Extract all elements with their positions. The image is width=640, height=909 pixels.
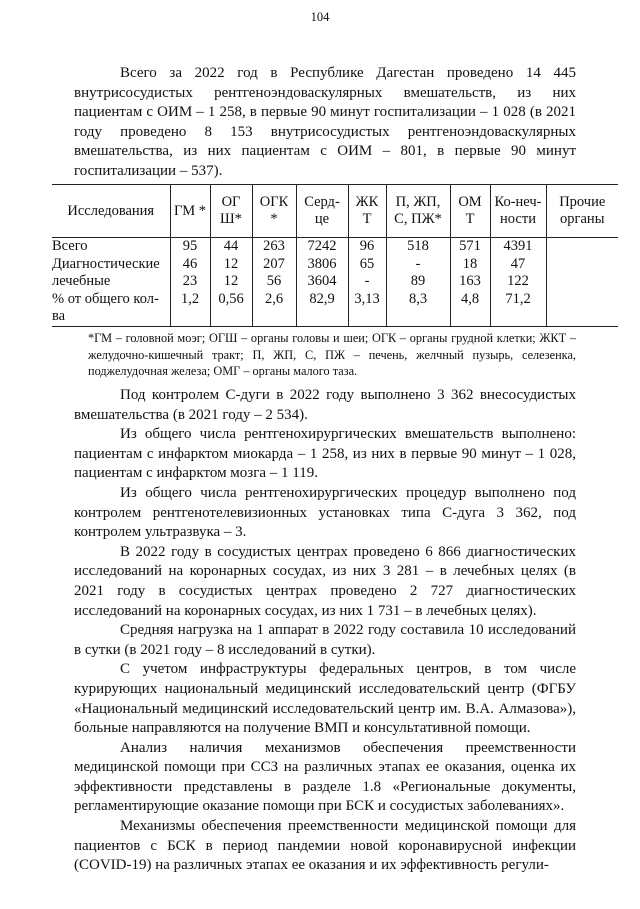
paragraph-c-arm-procedures: Из общего числа рентгенохирургических процедур выполнено под контролем рентгенотелевизионных установках типа С-дуга 3 362, под контролем ультразвука – 3. <box>74 484 576 541</box>
table-cell: 44 <box>210 238 252 256</box>
intro-paragraph-block <box>74 64 576 182</box>
body-paragraphs <box>74 386 576 876</box>
table-cell: 2,6 <box>252 291 296 327</box>
table-row <box>52 291 618 327</box>
table-row <box>52 256 618 274</box>
table-cell: 7242 <box>296 238 348 256</box>
table-cell: 4,8 <box>450 291 490 327</box>
table-row-label: Диагностические <box>52 256 170 274</box>
table-cell: 12 <box>210 273 252 291</box>
table-cell: 571 <box>450 238 490 256</box>
table-row <box>52 238 618 256</box>
table-header-cell: ЖК Т <box>348 185 386 238</box>
table-header-cell: Исследования <box>52 185 170 238</box>
table-cell: 56 <box>252 273 296 291</box>
table-cell: 12 <box>210 256 252 274</box>
interventions-table <box>52 184 618 327</box>
table-cell: 47 <box>490 256 546 274</box>
table-header-cell: ОГК * <box>252 185 296 238</box>
table-cell: - <box>386 256 450 274</box>
table-cell: 122 <box>490 273 546 291</box>
table-cell: 4391 <box>490 238 546 256</box>
table-cell: 3806 <box>296 256 348 274</box>
table-cell <box>546 238 618 256</box>
paragraph-vascular-centers: В 2022 году в сосудистых центрах проведено 6 866 диагностических исследований на коронарных сосудах, из них 3 281 – в лечебных целях (в 2021 году в сосудистых центрах проведено 2 727 диагностических исследований на коронарных сосудах, из них 1 731 – в лечебных целях). <box>74 543 576 619</box>
table-cell: 46 <box>170 256 210 274</box>
table-cell: 96 <box>348 238 386 256</box>
table-cell <box>546 256 618 274</box>
table-header-row <box>52 185 618 238</box>
table-cell: 0,56 <box>210 291 252 327</box>
table-cell: 3,13 <box>348 291 386 327</box>
paragraph-covid-mechanisms: Механизмы обеспечения преемственности медицинской помощи для пациентов с БСК в период пандемии новой коронавирусной инфекции (COVID-19) на различных этапах ее оказания и их эффективность регули- <box>74 818 576 874</box>
table-cell: 82,9 <box>296 291 348 327</box>
table-cell: 207 <box>252 256 296 274</box>
table-cell: 163 <box>450 273 490 291</box>
table-cell: 23 <box>170 273 210 291</box>
paragraph-federal-centers: С учетом инфраструктуры федеральных центров, в том числе курирующих национальный медицинский исследовательский центр (ФГБУ «Национальный медицинский исследовательский центр им. В.А. Алмазова»), больные направляются на получение ВМП и консультативной помощи. <box>74 661 576 737</box>
paragraph-continuity-analysis: Анализ наличия механизмов обеспечения преемственности медицинской помощи при ССЗ на различных этапах ее оказания, оценка их эффективности представлены в разделе 1.8 «Региональные документы, регламентирующие оказание помощи при БСК и сосудистых заболеваниях». <box>74 739 576 815</box>
table-header-cell: Прочие органы <box>546 185 618 238</box>
table-header-cell: ГМ * <box>170 185 210 238</box>
paragraph-mi-patients: Из общего числа рентгенохирургических вмешательств выполнено: пациентам с инфарктом миокарда – 1 258, из них в первые 90 минут – 1 028, пациентам с инфарктом мозга – 1 119. <box>74 426 576 482</box>
table-cell: 89 <box>386 273 450 291</box>
paragraph-average-load: Средняя нагрузка на 1 аппарат в 2022 году составила 10 исследований в сутки (в 2021 году – 8 исследований в сутки). <box>74 622 576 658</box>
table-cell: - <box>348 273 386 291</box>
table-cell: 3604 <box>296 273 348 291</box>
table-cell <box>546 273 618 291</box>
table-cell: 18 <box>450 256 490 274</box>
page-number: 104 <box>310 10 330 24</box>
table-row <box>52 273 618 291</box>
table-header-cell: ОГ Ш* <box>210 185 252 238</box>
paragraph-c-arm: Под контролем С-дуги в 2022 году выполнено 3 362 внесосудистых вмешательства (в 2021 году – 2 534). <box>74 387 576 423</box>
table-cell: 263 <box>252 238 296 256</box>
table-cell: 8,3 <box>386 291 450 327</box>
table-header-cell: Ко-неч-ности <box>490 185 546 238</box>
table-cell: 1,2 <box>170 291 210 327</box>
table-cell: 65 <box>348 256 386 274</box>
table-cell <box>546 291 618 327</box>
table-footnote: *ГМ – головной моэг; ОГШ – органы головы и шеи; ОГК – органы грудной клетки; ЖКТ – желудочно-кишечный тракт; П, ЖП, С, ПЖ – печень, желчный пузырь, селезенка, поджелудочная железа; ОМГ – органы малого таза. <box>88 331 576 378</box>
table-cell: 95 <box>170 238 210 256</box>
table-header-cell: П, ЖП, С, ПЖ* <box>386 185 450 238</box>
table-header-cell: ОМ Т <box>450 185 490 238</box>
table-header-cell: Серд-це <box>296 185 348 238</box>
intro-paragraph: Всего за 2022 год в Республике Дагестан проведено 14 445 внутрисосудистых рентгеноэндоваскулярных вмешательств, из них пациентам с ОИМ – 1 258, в первые 90 минут госпитализации – 1 028 (в 2021 году проведено 8 153 внутрисосудистых рентгеноэндоваскулярных вмешательства, из них пациентам с ОИМ – 801, в первые 90 минут госпитализации – 537). <box>74 65 576 179</box>
table-row-label: лечебные <box>52 273 170 291</box>
table-cell: 518 <box>386 238 450 256</box>
table-row-label: Всего <box>52 238 170 256</box>
table-cell: 71,2 <box>490 291 546 327</box>
table-row-label: % от общего кол-ва <box>52 291 170 327</box>
